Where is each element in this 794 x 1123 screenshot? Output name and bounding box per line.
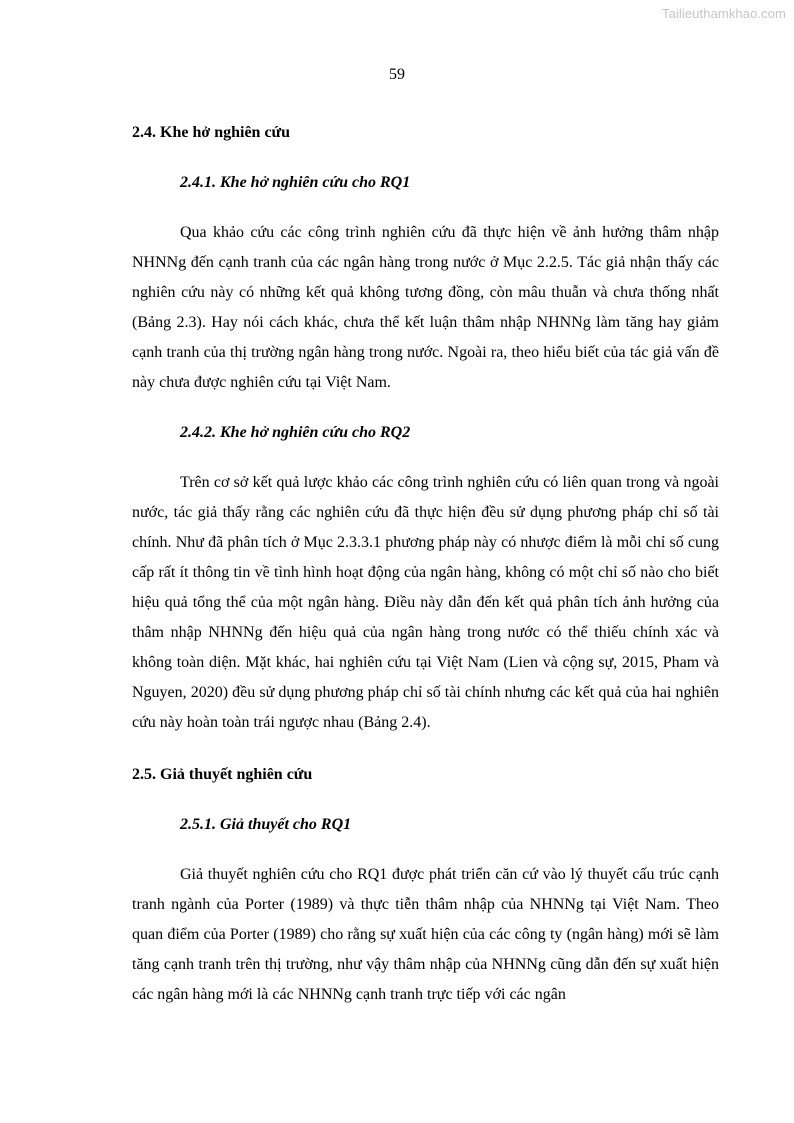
subsection-heading-2-5-1: 2.5.1. Giả thuyết cho RQ1 [180, 816, 352, 833]
watermark: Tailieuthamkhao.com [661, 6, 786, 21]
document-body [132, 118, 719, 1010]
section-heading-2-5: 2.5. Giả thuyết nghiên cứu [132, 766, 313, 783]
paragraph-2-4-1: Qua khảo cứu các công trình nghiên cứu đã thực hiện về ảnh hưởng thâm nhập NHNNg đến cạnh tranh của các ngân hàng trong nước ở Mục 2.2.5. Tác giả nhận thấy các nghiên cứu này có những kết quả không tương đồng, còn mâu thuẫn và chưa thống nhất (Bảng 2.3). Hay nói cách khác, chưa thể kết luận thâm nhập NHNNg làm tăng hay giảm cạnh tranh của thị trường ngân hàng trong nước. Ngoài ra, theo hiểu biết của tác giả vấn đề này chưa được nghiên cứu tại Việt Nam. [132, 224, 719, 391]
subsection-heading-2-4-1: 2.4.1. Khe hở nghiên cứu cho RQ1 [180, 174, 411, 191]
paragraph-2-5-1: Giả thuyết nghiên cứu cho RQ1 được phát triển căn cứ vào lý thuyết cấu trúc cạnh tranh ngành của Porter (1989) và thực tiễn thâm nhập của NHNNg tại Việt Nam. Theo quan điểm của Porter (1989) cho rằng sự xuất hiện của các công ty (ngân hàng) mới sẽ làm tăng cạnh tranh trên thị trường, như vậy thâm nhập của NHNNg cũng dẫn đến sự xuất hiện các ngân hàng mới là các NHNNg cạnh tranh trực tiếp với các ngân [132, 866, 719, 1003]
paragraph-2-4-2: Trên cơ sở kết quả lược khảo các công trình nghiên cứu có liên quan trong và ngoài nước, tác giả thấy rằng các nghiên cứu đã thực hiện đều sử dụng phương pháp chỉ số tài chính. Như đã phân tích ở Mục 2.3.3.1 phương pháp này có nhược điểm là mỗi chỉ số cung cấp rất ít thông tin về tình hình hoạt động của ngân hàng, không có một chỉ số nào cho biết hiệu quả tổng thể của một ngân hàng. Điều này dẫn đến kết quả phân tích ảnh hưởng của thâm nhập NHNNg đến hiệu quả của ngân hàng trong nước có thể thiếu chính xác và không toàn diện. Mặt khác, hai nghiên cứu tại Việt Nam (Lien và cộng sự, 2015, Pham và Nguyen, 2020) đều sử dụng phương pháp chỉ số tài chính nhưng các kết quả của hai nghiên cứu này hoàn toàn trái ngược nhau (Bảng 2.4). [132, 474, 719, 731]
section-heading-2-4: 2.4. Khe hở nghiên cứu [132, 124, 291, 141]
subsection-heading-2-4-2: 2.4.2. Khe hở nghiên cứu cho RQ2 [180, 424, 411, 441]
page-number: 59 [389, 66, 405, 83]
